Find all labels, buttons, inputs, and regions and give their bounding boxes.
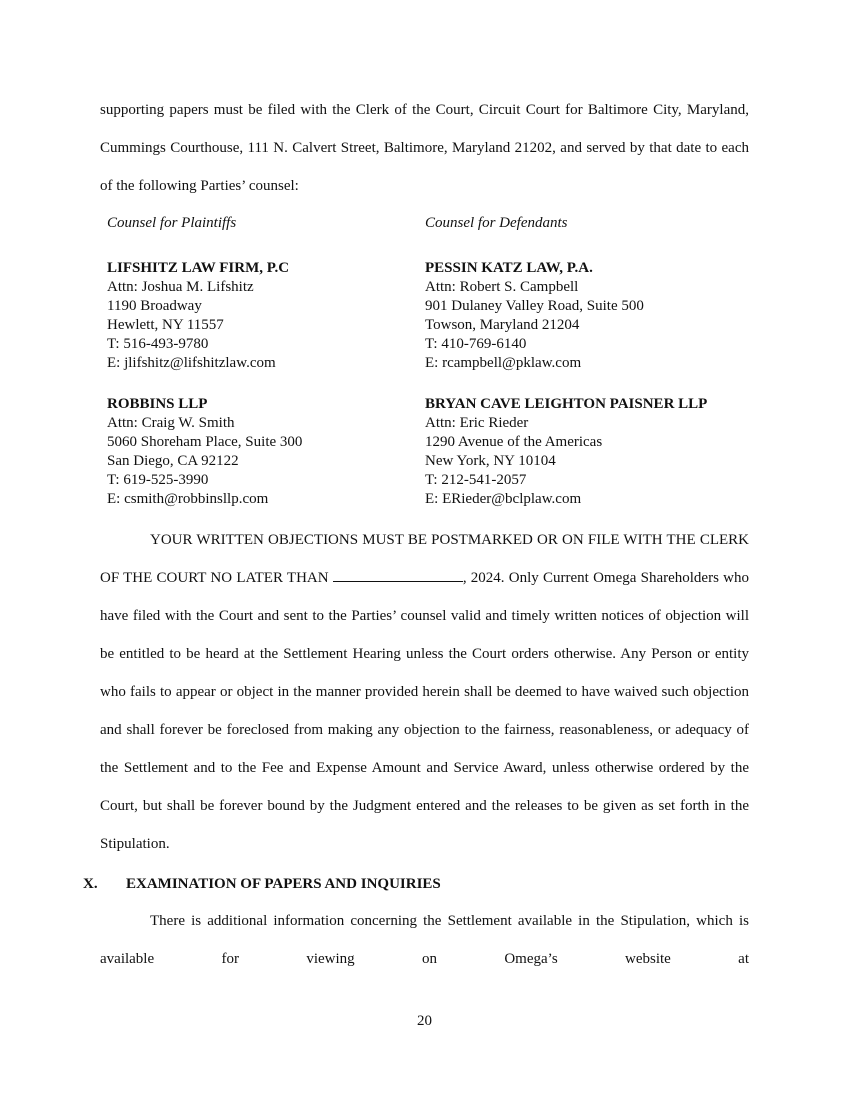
objections-paragraph (100, 521, 749, 863)
city-line: San Diego, CA 92122 (107, 453, 239, 469)
objections-text-end: , 2024. Only Current Omega Shareholders who have filed with the Court and sent to the Parties’ counsel valid and timely written notices of objection will be entitled to be heard at the Settlement Hearing unless the Court orders otherwise. Any Person or entity who fails to appear or object in the manner provided herein shall be deemed to have waived such objection and shall forever be foreclosed from making any objection to the fairness, reasonableness, or adequacy of the Settlement and to the Fee and Expense Amount and Service Award, unless otherwise ordered by the Court, but shall be forever bound by the Judgment entered and the releases to be given as set forth in the Stipulation. (100, 570, 749, 852)
email-line: E: rcampbell@pklaw.com (425, 355, 582, 371)
attn-line: Attn: Robert S. Campbell (425, 279, 579, 295)
objections-text-start: YOUR WRITTEN OBJECTIONS MUST BE POSTMARKED OR ON FILE WITH THE CLERK OF THE COURT NO LATER THAN (100, 532, 749, 586)
section-x-paragraph: There is additional information concerning the Settlement available in the Stipulation, which is available for viewing on Omega’s website at (100, 913, 749, 967)
phone-line: T: 410-769-6140 (425, 336, 527, 352)
section-heading (83, 876, 441, 893)
plaintiff-counsel-block (107, 395, 302, 509)
firm-name: PESSIN KATZ LAW, P.A. (425, 260, 593, 276)
section-title: EXAMINATION OF PAPERS AND INQUIRIES (126, 876, 441, 892)
attn-line: Attn: Craig W. Smith (107, 415, 235, 431)
city-line: New York, NY 10104 (425, 453, 556, 469)
defendant-counsel-block (425, 395, 707, 509)
city-line: Towson, Maryland 21204 (425, 317, 580, 333)
city-line: Hewlett, NY 11557 (107, 317, 224, 333)
section-number: X. (83, 876, 98, 892)
phone-line: T: 619-525-3990 (107, 472, 209, 488)
defendants-heading: Counsel for Defendants (425, 215, 568, 231)
phone-line: T: 516-493-9780 (107, 336, 209, 352)
street-line: 1190 Broadway (107, 298, 202, 314)
email-line: E: jlifshitz@lifshitzlaw.com (107, 355, 276, 371)
attn-line: Attn: Joshua M. Lifshitz (107, 279, 254, 295)
street-line: 901 Dulaney Valley Road, Suite 500 (425, 298, 644, 314)
firm-name: BRYAN CAVE LEIGHTON PAISNER LLP (425, 396, 708, 412)
street-line: 1290 Avenue of the Americas (425, 434, 603, 450)
plaintiff-counsel-block (107, 259, 289, 373)
intro-paragraph: supporting papers must be filed with the Clerk of the Court, Circuit Court for Baltimore City, Maryland, Cummings Courthouse, 111 N. Calvert Street, Baltimore, Maryland 21202, and served by that date to each of the following Parties’ counsel: (100, 102, 749, 194)
firm-name: LIFSHITZ LAW FIRM, P.C (107, 260, 290, 276)
attn-line: Attn: Eric Rieder (425, 415, 529, 431)
firm-name: ROBBINS LLP (107, 396, 208, 412)
street-line: 5060 Shoreham Place, Suite 300 (107, 434, 303, 450)
phone-line: T: 212-541-2057 (425, 472, 527, 488)
defendant-counsel-block (425, 259, 644, 373)
email-line: E: csmith@robbinsllp.com (107, 491, 269, 507)
email-line: E: ERieder@bclplaw.com (425, 491, 582, 507)
date-blank-line (333, 567, 463, 582)
page-number: 20 (417, 1013, 432, 1029)
plaintiffs-heading: Counsel for Plaintiffs (107, 215, 237, 231)
